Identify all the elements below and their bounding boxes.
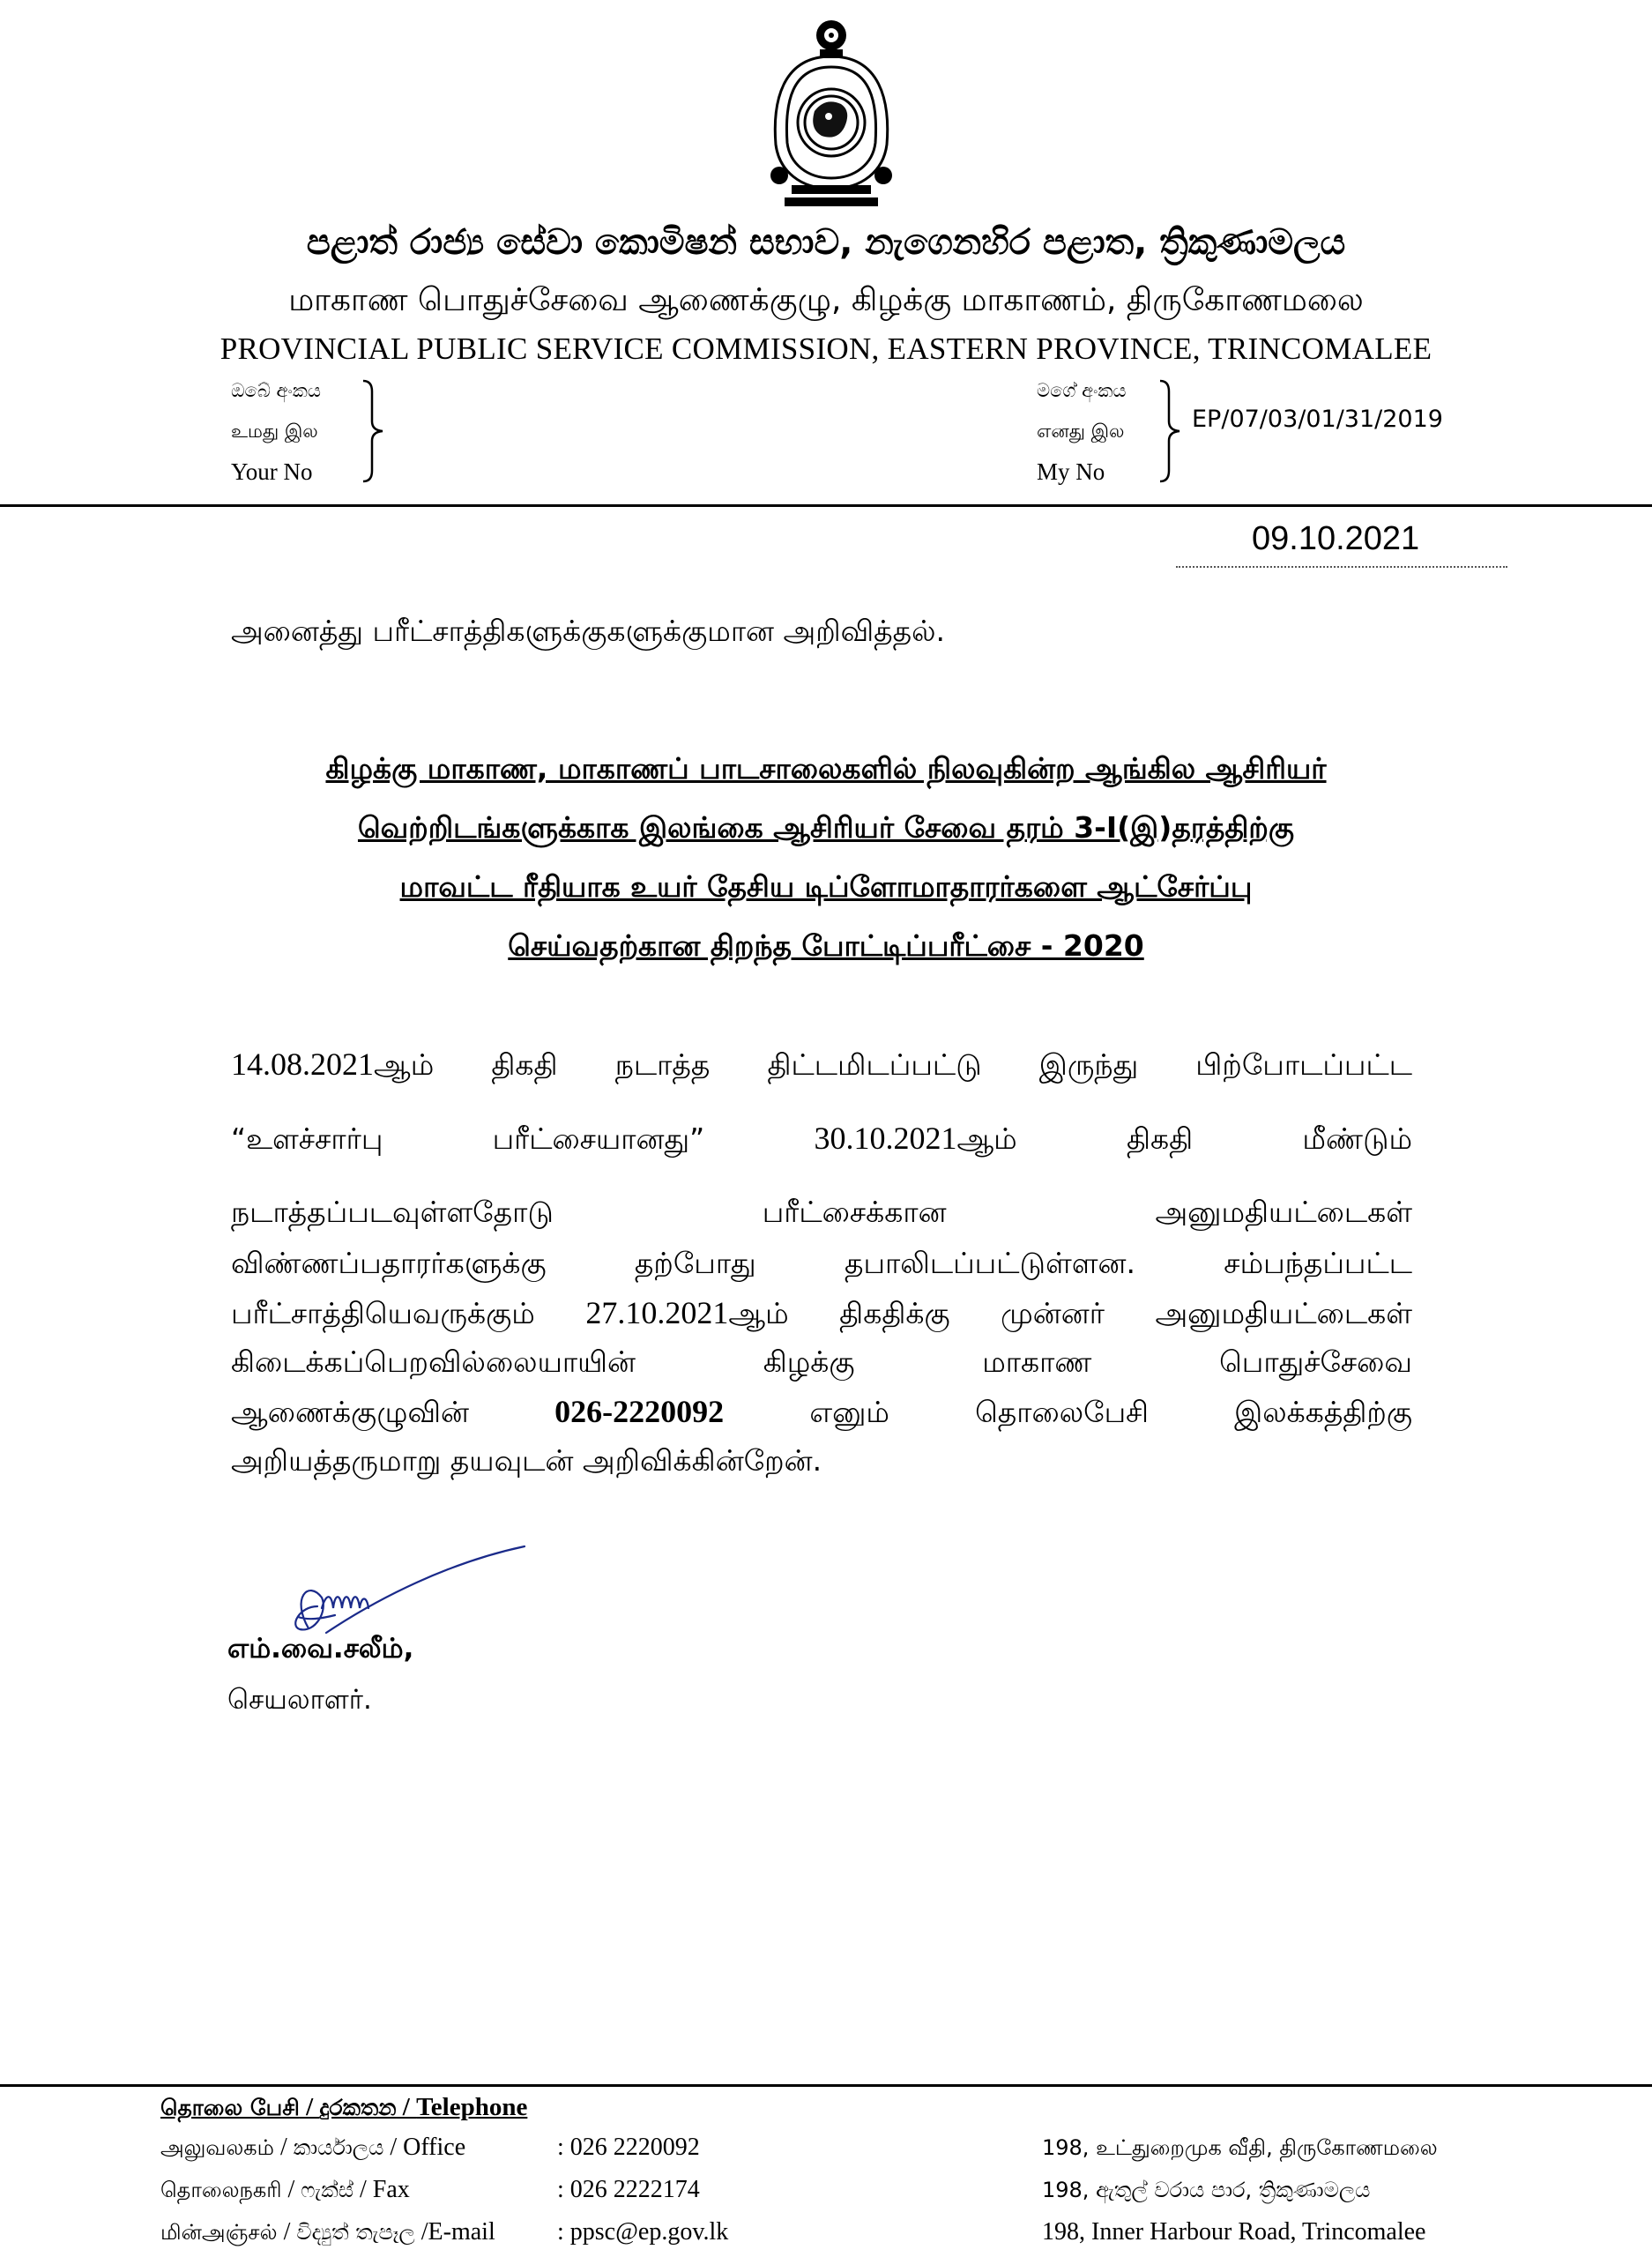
my-no-label-tamil: எனது இல (1037, 421, 1125, 442)
body-line: விண்ணப்பதாரர்களுக்கு தற்போது தபாலிடப்பட்டுள்ளன. சம்பந்தப்பட்ட (231, 1246, 1412, 1280)
fax-label-english: Fax (372, 2176, 410, 2203)
body-line (231, 1388, 1412, 1435)
fax-label-tamil: தொலைநகரி (160, 2178, 282, 2202)
date-dotted-line (1176, 566, 1507, 568)
office-phone: : 026 2220092 (557, 2134, 700, 2161)
signer-designation: செயலாளர். (227, 1684, 372, 1716)
sri-lanka-emblem-icon (756, 12, 906, 215)
letter-date: 09.10.2021 (1252, 520, 1420, 557)
fax-number: : 026 2222174 (557, 2176, 700, 2203)
subject-heading (231, 739, 1421, 975)
footer-office-row: அலுவலகம் / කාර්යාලය / Office : 026 2220092 198, உட்துறைமுக வீதி, திருகோணமலை (160, 2134, 1438, 2161)
office-label-tamil: அலுவலகம் (160, 2135, 274, 2160)
my-no-label-english: My No (1037, 458, 1105, 485)
address-tamil (1042, 2134, 1438, 2163)
your-no-label-tamil: உமது இல (231, 421, 318, 442)
footer-divider (0, 2084, 1652, 2087)
right-curly-brace-icon (1157, 379, 1183, 483)
header-english: PROVINCIAL PUBLIC SERVICE COMMISSION, EASTERN PROVINCE, TRINCOMALEE (220, 331, 1432, 366)
footer-fax-row: தொலைநகரி / ෆැක්ස් / Fax : 026 2222174 198, ඇතුල් වරාය පාර, ත්‍රිකුණාමලය (160, 2176, 1371, 2203)
body-text: “உளச்சார்பு பரீட்சையானது” (231, 1121, 705, 1156)
my-no-block (1037, 370, 1127, 492)
exam-original-date: 14.08.2021 (231, 1047, 374, 1082)
footer-telephone-title: தொலை பேசி / දුරකතන / Telephone (160, 2093, 528, 2121)
email-label-tamil: மின்அஞ்சல் (160, 2220, 278, 2245)
subject-line: வெற்றிடங்களுக்காக இலங்கை ஆசிரியர் சேவை தரம் 3-I(இ)தரத்திற்கு (357, 810, 1295, 845)
subject-line: மாவட்ட ரீதியாக உயர் தேசிய டிப்ளோமாதாரர்களை ஆட்சேர்ப்பு (399, 869, 1253, 904)
body-text: ஆணைக்குழுவின் (231, 1395, 469, 1429)
email-label-english: E-mail (428, 2218, 495, 2246)
footer-title-sinhala: දුරකතන (319, 2095, 397, 2120)
footer-email-row: மின்அஞ்சல் / විද්‍යුත් තැපෑල /E-mail : ppsc@ep.gov.lk 198, Inner Harbour Road, Trincomalee (160, 2218, 1426, 2246)
email-address: : ppsc@ep.gov.lk (557, 2218, 729, 2246)
address-sinhala-text: 198, ඇතුල් වරාය පාර, ත්‍රිකුණාමලය (1042, 2178, 1371, 2202)
footer-title-tamil: தொலை பேசி (160, 2095, 300, 2120)
body-line: கிடைக்கப்பெறவில்லையாயின் கிழக்கு மாகாண பொதுச்சேவை (231, 1345, 1412, 1379)
header-divider (0, 504, 1652, 507)
body-text: ஆம் திகதி நடாத்த திட்டமிடப்பட்டு இருந்து பிற்போடப்பட்ட (374, 1047, 1412, 1082)
contact-phone-number: 026-2220092 (554, 1394, 725, 1429)
body-line (231, 1289, 1412, 1337)
address-tamil-text: 198, உட்துறைமுக வீதி, திருகோணமலை (1042, 2135, 1438, 2160)
body-line (231, 1114, 1412, 1162)
your-no-label-sinhala: ඔබේ අංකය (231, 380, 321, 401)
reference-number: EP/07/03/01/31/2019 (1192, 406, 1443, 433)
body-text: பரீட்சாத்தியெவருக்கும் (231, 1296, 535, 1330)
address-sinhala (1042, 2176, 1370, 2204)
fax-label-sinhala: ෆැක්ස් (301, 2178, 353, 2202)
body-text: ஆம் திகதிக்கு முன்னர் அனுமதியட்டைகள் (728, 1296, 1412, 1330)
subject-line: செய்வதற்கான திறந்த போட்டிப்பரீட்சை - 2020 (508, 928, 1144, 963)
address-english: 198, Inner Harbour Road, Trincomalee (1042, 2218, 1426, 2246)
signer-name: எம்.வை.சலீம், (227, 1633, 414, 1665)
your-no-label-english: Your No (231, 458, 313, 485)
body-line: நடாத்தப்படவுள்ளதோடு பரீட்சைக்கான அனுமதியட்டைகள் (231, 1195, 1412, 1229)
subject-line: கிழக்கு மாகாண, மாகாணப் பாடசாலைகளில் நிலவுகின்ற ஆங்கில ஆசிரியர் (325, 751, 1327, 786)
email-label-sinhala: විද්‍යුත් තැපෑල (296, 2220, 415, 2245)
your-no-block (231, 370, 321, 492)
body-line: அறியத்தருமாறு தயவுடன் அறிவிக்கின்றேன். (231, 1443, 822, 1478)
body-paragraph (231, 1040, 1412, 1485)
body-text: எனும் தொலைபேசி இலக்கத்திற்கு (809, 1395, 1412, 1429)
office-label-english: Office (403, 2134, 466, 2161)
body-text: ஆம் திகதி மீண்டும் (956, 1121, 1412, 1156)
office-label-sinhala: කාර්යාලය (293, 2135, 384, 2160)
header-tamil: மாகாண பொதுச்சேவை ஆணைக்குழு, கிழக்கு மாகாணம், திருகோணமலை (288, 282, 1364, 318)
salutation: அனைத்து பரீட்சாத்திகளுக்குகளுக்குமான அறிவித்தல். (231, 614, 946, 648)
footer-title-english: Telephone (416, 2093, 528, 2121)
body-line (231, 1040, 1412, 1088)
exam-new-date: 30.10.2021 (814, 1121, 957, 1156)
right-curly-brace-icon (360, 379, 386, 483)
admission-deadline-date: 27.10.2021 (585, 1295, 729, 1330)
header-sinhala: පළාත් රාජ්‍ය සේවා කොමිෂන් සභාව, නැගෙනහිර පළාත, ත්‍රිකුණාමලය (306, 222, 1346, 263)
my-no-label-sinhala: මගේ අංකය (1037, 380, 1127, 401)
